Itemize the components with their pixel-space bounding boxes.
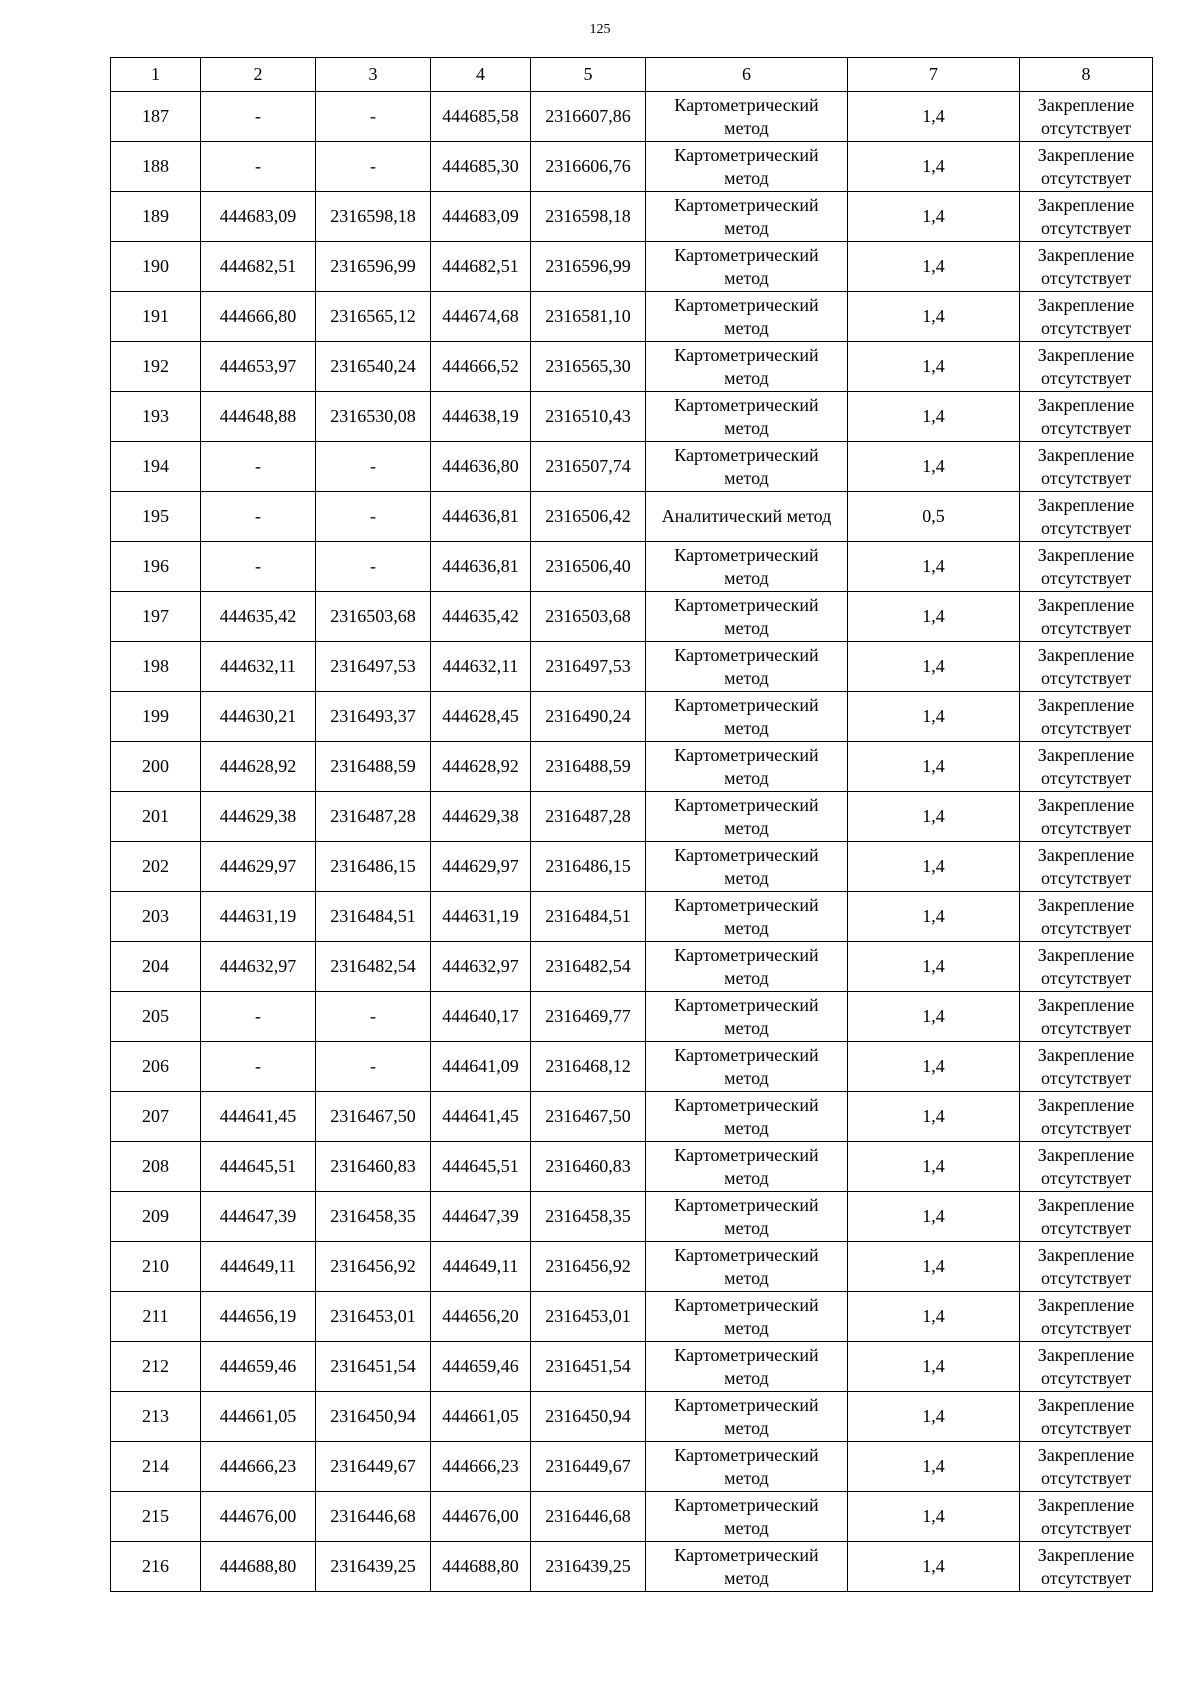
existing-y-cell: 2316540,24 (316, 342, 431, 392)
accuracy-cell: 1,4 (848, 1342, 1020, 1392)
accuracy-cell: 1,4 (848, 642, 1020, 692)
accuracy-cell: 1,4 (848, 992, 1020, 1042)
table-row (111, 1392, 1153, 1442)
existing-x-cell: - (201, 442, 316, 492)
existing-x-cell: 444688,80 (201, 1542, 316, 1592)
refined-y-cell: 2316598,18 (531, 192, 646, 242)
method-cell: Картометрический метод (646, 1392, 848, 1442)
table-row (111, 1342, 1153, 1392)
existing-x-cell: 444659,46 (201, 1342, 316, 1392)
refined-y-cell: 2316467,50 (531, 1092, 646, 1142)
refined-y-cell: 2316486,15 (531, 842, 646, 892)
refined-y-cell: 2316451,54 (531, 1342, 646, 1392)
refined-x-cell: 444631,19 (431, 892, 531, 942)
table-row (111, 1442, 1153, 1492)
existing-y-cell: 2316497,53 (316, 642, 431, 692)
point-number-cell: 204 (111, 942, 201, 992)
method-cell: Картометрический метод (646, 792, 848, 842)
method-cell: Картометрический метод (646, 342, 848, 392)
marking-description-cell: Закрепление отсутствует (1020, 292, 1153, 342)
refined-x-cell: 444674,68 (431, 292, 531, 342)
method-cell: Картометрический метод (646, 1292, 848, 1342)
table-row (111, 342, 1153, 392)
existing-y-cell: 2316484,51 (316, 892, 431, 942)
point-number-cell: 206 (111, 1042, 201, 1092)
refined-x-cell: 444636,80 (431, 442, 531, 492)
point-number-cell: 195 (111, 492, 201, 542)
refined-y-cell: 2316450,94 (531, 1392, 646, 1442)
accuracy-cell: 1,4 (848, 742, 1020, 792)
refined-x-cell: 444656,20 (431, 1292, 531, 1342)
refined-y-cell: 2316456,92 (531, 1242, 646, 1292)
method-cell: Картометрический метод (646, 242, 848, 292)
refined-y-cell: 2316607,86 (531, 92, 646, 142)
method-cell: Картометрический метод (646, 1192, 848, 1242)
point-number-cell: 190 (111, 242, 201, 292)
point-number-cell: 191 (111, 292, 201, 342)
existing-y-cell: 2316449,67 (316, 1442, 431, 1492)
refined-x-cell: 444676,00 (431, 1492, 531, 1542)
existing-x-cell: - (201, 142, 316, 192)
marking-description-cell: Закрепление отсутствует (1020, 1192, 1153, 1242)
table-row (111, 1242, 1153, 1292)
column-header: 6 (646, 58, 848, 92)
refined-x-cell: 444635,42 (431, 592, 531, 642)
point-number-cell: 201 (111, 792, 201, 842)
refined-x-cell: 444685,30 (431, 142, 531, 192)
existing-x-cell: - (201, 492, 316, 542)
refined-x-cell: 444649,11 (431, 1242, 531, 1292)
accuracy-cell: 1,4 (848, 842, 1020, 892)
accuracy-cell: 1,4 (848, 942, 1020, 992)
method-cell: Картометрический метод (646, 942, 848, 992)
marking-description-cell: Закрепление отсутствует (1020, 1542, 1153, 1592)
table-body (111, 92, 1153, 1592)
point-number-cell: 196 (111, 542, 201, 592)
refined-y-cell: 2316468,12 (531, 1042, 646, 1092)
existing-x-cell: 444631,19 (201, 892, 316, 942)
refined-y-cell: 2316488,59 (531, 742, 646, 792)
refined-y-cell: 2316482,54 (531, 942, 646, 992)
refined-x-cell: 444628,45 (431, 692, 531, 742)
refined-y-cell: 2316439,25 (531, 1542, 646, 1592)
table-row (111, 1042, 1153, 1092)
existing-x-cell: 444630,21 (201, 692, 316, 742)
marking-description-cell: Закрепление отсутствует (1020, 1342, 1153, 1392)
existing-x-cell: 444647,39 (201, 1192, 316, 1242)
marking-description-cell: Закрепление отсутствует (1020, 742, 1153, 792)
point-number-cell: 210 (111, 1242, 201, 1292)
point-number-cell: 208 (111, 1142, 201, 1192)
marking-description-cell: Закрепление отсутствует (1020, 992, 1153, 1042)
refined-y-cell: 2316596,99 (531, 242, 646, 292)
refined-x-cell: 444632,97 (431, 942, 531, 992)
refined-y-cell: 2316460,83 (531, 1142, 646, 1192)
marking-description-cell: Закрепление отсутствует (1020, 1392, 1153, 1442)
accuracy-cell: 1,4 (848, 542, 1020, 592)
table-header (111, 58, 1153, 92)
existing-x-cell: 444666,80 (201, 292, 316, 342)
existing-y-cell: 2316503,68 (316, 592, 431, 642)
refined-x-cell: 444628,92 (431, 742, 531, 792)
refined-y-cell: 2316487,28 (531, 792, 646, 842)
existing-x-cell: 444661,05 (201, 1392, 316, 1442)
marking-description-cell: Закрепление отсутствует (1020, 942, 1153, 992)
existing-x-cell: 444656,19 (201, 1292, 316, 1342)
table-row (111, 542, 1153, 592)
existing-y-cell: 2316451,54 (316, 1342, 431, 1392)
existing-y-cell: 2316460,83 (316, 1142, 431, 1192)
accuracy-cell: 1,4 (848, 1492, 1020, 1542)
existing-x-cell: 444649,11 (201, 1242, 316, 1292)
refined-x-cell: 444629,97 (431, 842, 531, 892)
table-row (111, 692, 1153, 742)
existing-x-cell: - (201, 1042, 316, 1092)
method-cell: Картометрический метод (646, 292, 848, 342)
refined-y-cell: 2316506,40 (531, 542, 646, 592)
point-number-cell: 194 (111, 442, 201, 492)
table-row (111, 1292, 1153, 1342)
refined-x-cell: 444659,46 (431, 1342, 531, 1392)
marking-description-cell: Закрепление отсутствует (1020, 1492, 1153, 1542)
refined-y-cell: 2316458,35 (531, 1192, 646, 1242)
refined-x-cell: 444685,58 (431, 92, 531, 142)
refined-x-cell: 444688,80 (431, 1542, 531, 1592)
existing-y-cell: 2316596,99 (316, 242, 431, 292)
coordinates-table (110, 57, 1153, 1592)
existing-x-cell: 444632,11 (201, 642, 316, 692)
existing-x-cell: 444635,42 (201, 592, 316, 642)
marking-description-cell: Закрепление отсутствует (1020, 792, 1153, 842)
existing-y-cell: 2316439,25 (316, 1542, 431, 1592)
refined-x-cell: 444638,19 (431, 392, 531, 442)
column-header: 5 (531, 58, 646, 92)
method-cell: Картометрический метод (646, 692, 848, 742)
table-row (111, 592, 1153, 642)
existing-x-cell: 444629,38 (201, 792, 316, 842)
existing-y-cell: 2316598,18 (316, 192, 431, 242)
existing-y-cell: 2316486,15 (316, 842, 431, 892)
refined-y-cell: 2316449,67 (531, 1442, 646, 1492)
accuracy-cell: 1,4 (848, 342, 1020, 392)
refined-y-cell: 2316490,24 (531, 692, 646, 742)
method-cell: Картометрический метод (646, 642, 848, 692)
point-number-cell: 187 (111, 92, 201, 142)
column-header: 8 (1020, 58, 1153, 92)
marking-description-cell: Закрепление отсутствует (1020, 92, 1153, 142)
column-header: 2 (201, 58, 316, 92)
refined-y-cell: 2316606,76 (531, 142, 646, 192)
method-cell: Аналитический метод (646, 492, 848, 542)
table-row (111, 1542, 1153, 1592)
existing-x-cell: - (201, 92, 316, 142)
table-row (111, 1092, 1153, 1142)
point-number-cell: 216 (111, 1542, 201, 1592)
point-number-cell: 199 (111, 692, 201, 742)
refined-x-cell: 444661,05 (431, 1392, 531, 1442)
marking-description-cell: Закрепление отсутствует (1020, 842, 1153, 892)
method-cell: Картометрический метод (646, 1142, 848, 1192)
method-cell: Картометрический метод (646, 1092, 848, 1142)
refined-x-cell: 444682,51 (431, 242, 531, 292)
marking-description-cell: Закрепление отсутствует (1020, 192, 1153, 242)
point-number-cell: 209 (111, 1192, 201, 1242)
method-cell: Картометрический метод (646, 142, 848, 192)
existing-x-cell: 444632,97 (201, 942, 316, 992)
existing-x-cell: 444628,92 (201, 742, 316, 792)
point-number-cell: 205 (111, 992, 201, 1042)
point-number-cell: 211 (111, 1292, 201, 1342)
table-row (111, 142, 1153, 192)
point-number-cell: 189 (111, 192, 201, 242)
existing-x-cell: 444682,51 (201, 242, 316, 292)
refined-x-cell: 444641,09 (431, 1042, 531, 1092)
refined-y-cell: 2316503,68 (531, 592, 646, 642)
method-cell: Картометрический метод (646, 842, 848, 892)
accuracy-cell: 1,4 (848, 192, 1020, 242)
page-number: 125 (589, 22, 611, 37)
accuracy-cell: 1,4 (848, 1042, 1020, 1092)
accuracy-cell: 1,4 (848, 792, 1020, 842)
existing-x-cell: 444648,88 (201, 392, 316, 442)
marking-description-cell: Закрепление отсутствует (1020, 1292, 1153, 1342)
existing-y-cell: 2316530,08 (316, 392, 431, 442)
refined-y-cell: 2316453,01 (531, 1292, 646, 1342)
marking-description-cell: Закрепление отсутствует (1020, 1092, 1153, 1142)
marking-description-cell: Закрепление отсутствует (1020, 342, 1153, 392)
accuracy-cell: 1,4 (848, 1242, 1020, 1292)
point-number-cell: 197 (111, 592, 201, 642)
marking-description-cell: Закрепление отсутствует (1020, 1142, 1153, 1192)
accuracy-cell: 1,4 (848, 142, 1020, 192)
accuracy-cell: 1,4 (848, 1192, 1020, 1242)
accuracy-cell: 1,4 (848, 1092, 1020, 1142)
existing-y-cell: 2316487,28 (316, 792, 431, 842)
existing-y-cell: - (316, 142, 431, 192)
table-row (111, 392, 1153, 442)
marking-description-cell: Закрепление отсутствует (1020, 142, 1153, 192)
existing-y-cell: - (316, 92, 431, 142)
method-cell: Картометрический метод (646, 392, 848, 442)
existing-y-cell: - (316, 542, 431, 592)
table-row (111, 292, 1153, 342)
refined-y-cell: 2316507,74 (531, 442, 646, 492)
marking-description-cell: Закрепление отсутствует (1020, 492, 1153, 542)
marking-description-cell: Закрепление отсутствует (1020, 692, 1153, 742)
marking-description-cell: Закрепление отсутствует (1020, 592, 1153, 642)
refined-y-cell: 2316581,10 (531, 292, 646, 342)
accuracy-cell: 1,4 (848, 1392, 1020, 1442)
existing-y-cell: 2316456,92 (316, 1242, 431, 1292)
accuracy-cell: 1,4 (848, 592, 1020, 642)
point-number-cell: 212 (111, 1342, 201, 1392)
column-header: 3 (316, 58, 431, 92)
existing-x-cell: 444666,23 (201, 1442, 316, 1492)
existing-y-cell: 2316446,68 (316, 1492, 431, 1542)
refined-x-cell: 444641,45 (431, 1092, 531, 1142)
refined-y-cell: 2316510,43 (531, 392, 646, 442)
accuracy-cell: 1,4 (848, 1142, 1020, 1192)
existing-y-cell: 2316482,54 (316, 942, 431, 992)
refined-x-cell: 444640,17 (431, 992, 531, 1042)
existing-x-cell: 444653,97 (201, 342, 316, 392)
point-number-cell: 192 (111, 342, 201, 392)
marking-description-cell: Закрепление отсутствует (1020, 1042, 1153, 1092)
existing-x-cell: 444641,45 (201, 1092, 316, 1142)
accuracy-cell: 1,4 (848, 92, 1020, 142)
table-row (111, 842, 1153, 892)
table-row (111, 92, 1153, 142)
refined-x-cell: 444647,39 (431, 1192, 531, 1242)
table-row (111, 792, 1153, 842)
refined-y-cell: 2316469,77 (531, 992, 646, 1042)
method-cell: Картометрический метод (646, 1242, 848, 1292)
accuracy-cell: 1,4 (848, 692, 1020, 742)
existing-y-cell: 2316450,94 (316, 1392, 431, 1442)
point-number-cell: 213 (111, 1392, 201, 1442)
existing-y-cell: 2316453,01 (316, 1292, 431, 1342)
method-cell: Картометрический метод (646, 1042, 848, 1092)
method-cell: Картометрический метод (646, 192, 848, 242)
marking-description-cell: Закрепление отсутствует (1020, 1442, 1153, 1492)
refined-x-cell: 444636,81 (431, 492, 531, 542)
accuracy-cell: 1,4 (848, 1442, 1020, 1492)
existing-y-cell: - (316, 442, 431, 492)
point-number-cell: 200 (111, 742, 201, 792)
accuracy-cell: 1,4 (848, 1542, 1020, 1592)
table-row (111, 942, 1153, 992)
marking-description-cell: Закрепление отсутствует (1020, 392, 1153, 442)
table-row (111, 642, 1153, 692)
accuracy-cell: 0,5 (848, 492, 1020, 542)
existing-y-cell: - (316, 992, 431, 1042)
refined-x-cell: 444636,81 (431, 542, 531, 592)
table-row (111, 1192, 1153, 1242)
refined-y-cell: 2316497,53 (531, 642, 646, 692)
table-row (111, 892, 1153, 942)
accuracy-cell: 1,4 (848, 292, 1020, 342)
accuracy-cell: 1,4 (848, 1292, 1020, 1342)
table-row (111, 992, 1153, 1042)
existing-y-cell: - (316, 492, 431, 542)
method-cell: Картометрический метод (646, 92, 848, 142)
refined-x-cell: 444629,38 (431, 792, 531, 842)
point-number-cell: 215 (111, 1492, 201, 1542)
point-number-cell: 207 (111, 1092, 201, 1142)
point-number-cell: 188 (111, 142, 201, 192)
column-header: 1 (111, 58, 201, 92)
accuracy-cell: 1,4 (848, 892, 1020, 942)
existing-y-cell: 2316467,50 (316, 1092, 431, 1142)
refined-y-cell: 2316565,30 (531, 342, 646, 392)
method-cell: Картометрический метод (646, 1492, 848, 1542)
column-header: 7 (848, 58, 1020, 92)
method-cell: Картометрический метод (646, 892, 848, 942)
refined-x-cell: 444666,52 (431, 342, 531, 392)
existing-y-cell: - (316, 1042, 431, 1092)
existing-x-cell: - (201, 542, 316, 592)
method-cell: Картометрический метод (646, 542, 848, 592)
refined-y-cell: 2316506,42 (531, 492, 646, 542)
marking-description-cell: Закрепление отсутствует (1020, 1242, 1153, 1292)
marking-description-cell: Закрепление отсутствует (1020, 542, 1153, 592)
existing-x-cell: 444683,09 (201, 192, 316, 242)
method-cell: Картометрический метод (646, 592, 848, 642)
method-cell: Картометрический метод (646, 1342, 848, 1392)
column-header: 4 (431, 58, 531, 92)
header-row (111, 58, 1153, 92)
point-number-cell: 214 (111, 1442, 201, 1492)
method-cell: Картометрический метод (646, 742, 848, 792)
existing-x-cell: - (201, 992, 316, 1042)
refined-y-cell: 2316484,51 (531, 892, 646, 942)
marking-description-cell: Закрепление отсутствует (1020, 642, 1153, 692)
table-row (111, 192, 1153, 242)
refined-y-cell: 2316446,68 (531, 1492, 646, 1542)
table-row (111, 742, 1153, 792)
table-row (111, 492, 1153, 542)
table-row (111, 242, 1153, 292)
refined-x-cell: 444666,23 (431, 1442, 531, 1492)
refined-x-cell: 444632,11 (431, 642, 531, 692)
accuracy-cell: 1,4 (848, 392, 1020, 442)
existing-x-cell: 444645,51 (201, 1142, 316, 1192)
accuracy-cell: 1,4 (848, 442, 1020, 492)
refined-x-cell: 444683,09 (431, 192, 531, 242)
existing-y-cell: 2316565,12 (316, 292, 431, 342)
existing-y-cell: 2316493,37 (316, 692, 431, 742)
point-number-cell: 203 (111, 892, 201, 942)
point-number-cell: 198 (111, 642, 201, 692)
existing-y-cell: 2316458,35 (316, 1192, 431, 1242)
marking-description-cell: Закрепление отсутствует (1020, 242, 1153, 292)
method-cell: Картометрический метод (646, 992, 848, 1042)
refined-x-cell: 444645,51 (431, 1142, 531, 1192)
point-number-cell: 193 (111, 392, 201, 442)
method-cell: Картометрический метод (646, 1542, 848, 1592)
method-cell: Картометрический метод (646, 1442, 848, 1492)
table-row (111, 442, 1153, 492)
accuracy-cell: 1,4 (848, 242, 1020, 292)
table-row (111, 1142, 1153, 1192)
marking-description-cell: Закрепление отсутствует (1020, 892, 1153, 942)
existing-y-cell: 2316488,59 (316, 742, 431, 792)
marking-description-cell: Закрепление отсутствует (1020, 442, 1153, 492)
point-number-cell: 202 (111, 842, 201, 892)
existing-x-cell: 444629,97 (201, 842, 316, 892)
method-cell: Картометрический метод (646, 442, 848, 492)
existing-x-cell: 444676,00 (201, 1492, 316, 1542)
table-row (111, 1492, 1153, 1542)
